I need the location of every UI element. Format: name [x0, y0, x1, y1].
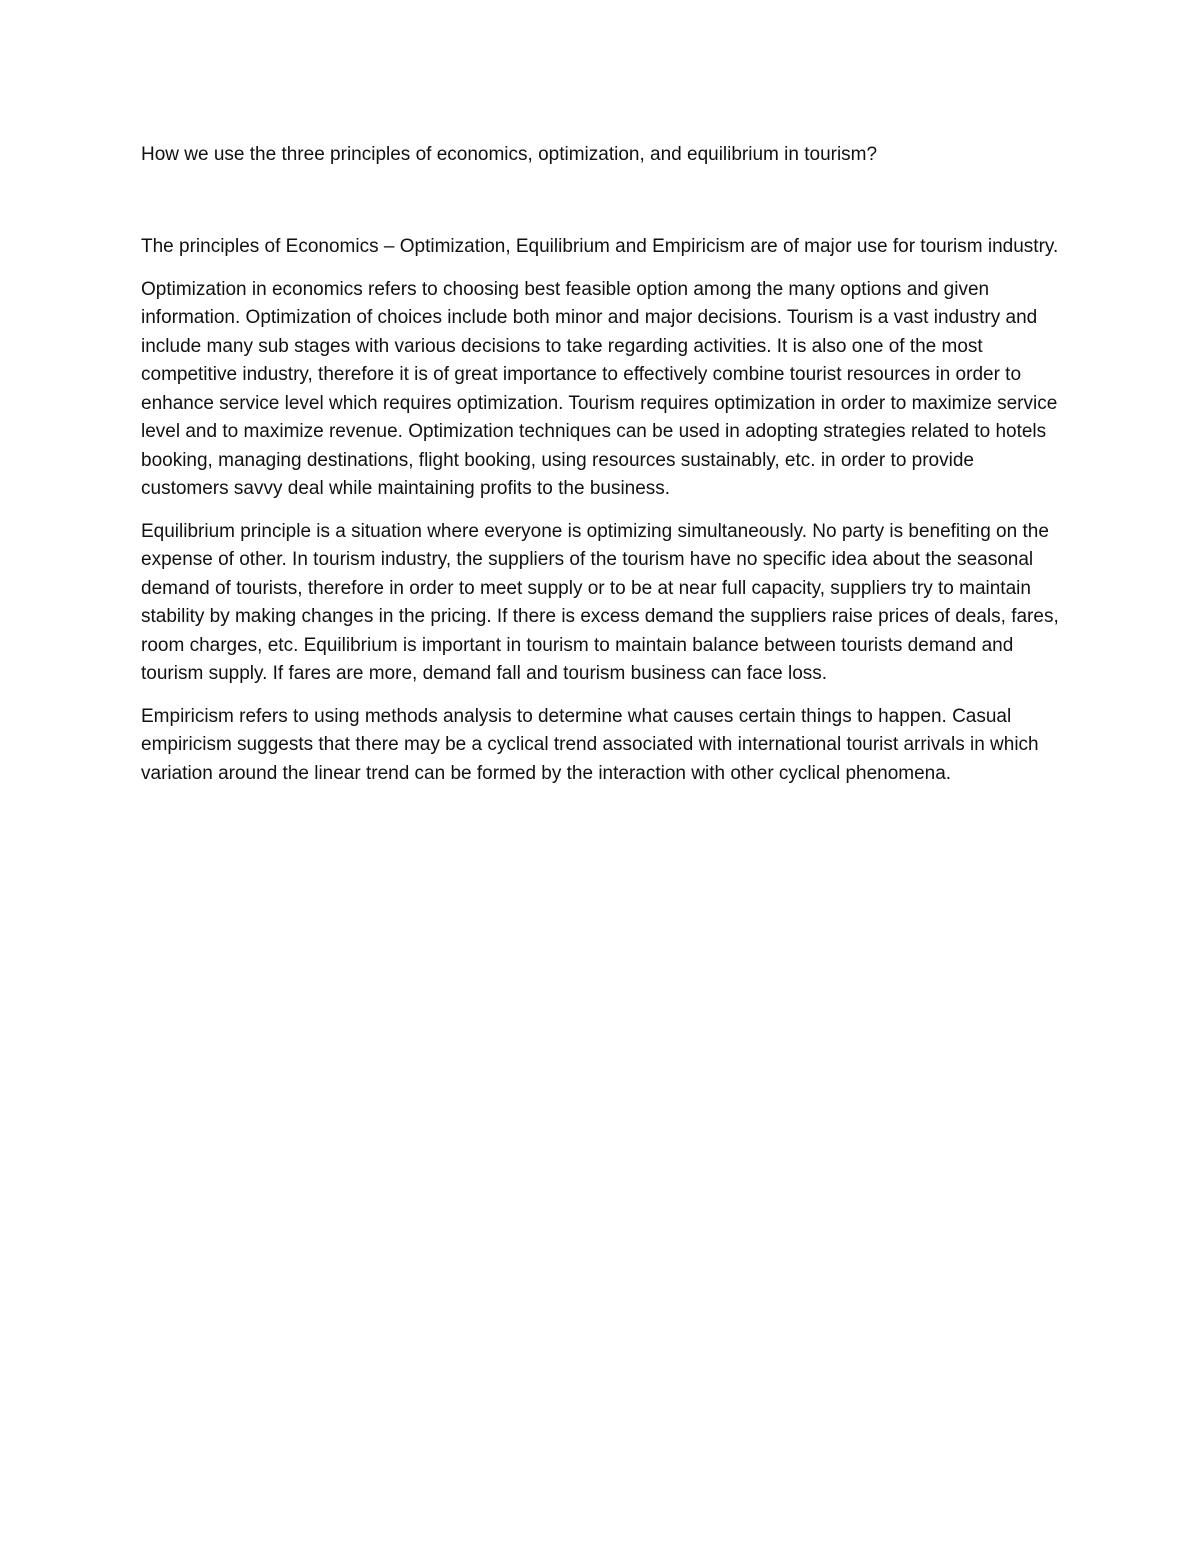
- paragraph-equilibrium: Equilibrium principle is a situation where everyone is optimizing simultaneously. No party is benefiting on the expense of other. In tourism industry, the suppliers of the tourism have no specific idea about the seasonal demand of tourists, therefore in order to meet supply or to be at near full capacity, suppliers try to maintain stability by making changes in the pricing. If there is excess demand the suppliers raise prices of deals, fares, room charges, etc. Equilibrium is important in tourism to maintain balance between tourists demand and tourism supply. If fares are more, demand fall and tourism business can face loss.: [141, 520, 1059, 684]
- paragraph-intro: The principles of Economics – Optimization, Equilibrium and Empiricism are of major use for tourism industry.: [141, 236, 1059, 257]
- paragraph-empiricism: Empiricism refers to using methods analysis to determine what causes certain things to happen. Casual empiricism suggests that there may be a cyclical trend associated with international tourist arrivals in which variation around the linear trend can be formed by the interaction with other cyclical phenomena.: [141, 705, 1039, 784]
- document-body: [141, 141, 1066, 802]
- paragraph-optimization: Optimization in economics refers to choosing best feasible option among the many options and given information. Optimization of choices include both minor and major decisions. Tourism is a vast industry and include many sub stages with various decisions to take regarding activities. It is also one of the most competitive industry, therefore it is of great importance to effectively combine tourist resources in order to enhance service level which requires optimization. Tourism requires optimization in order to maximize service level and to maximize revenue. Optimization techniques can be used in adopting strategies related to hotels booking, managing destinations, flight booking, using resources sustainably, etc. in order to provide customers savvy deal while maintaining profits to the business.: [141, 278, 1058, 499]
- question-heading: How we use the three principles of economics, optimization, and equilibrium in tourism?: [141, 144, 878, 165]
